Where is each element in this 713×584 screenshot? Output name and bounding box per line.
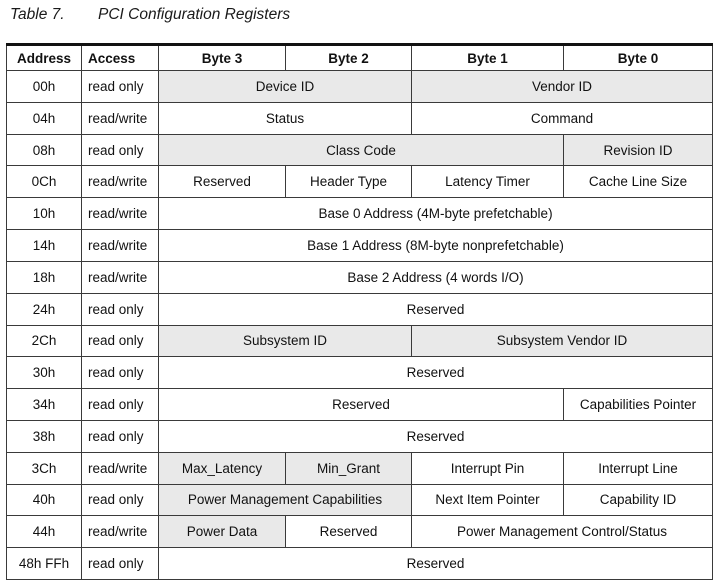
access-cell: read/write — [82, 516, 159, 548]
register-field-cell: Reserved — [159, 293, 713, 325]
address-cell: 08h — [7, 134, 82, 166]
header-byte-2: Byte 2 — [286, 45, 412, 71]
table-title: PCI Configuration Registers — [98, 6, 291, 23]
address-cell: 30h — [7, 357, 82, 389]
access-cell: read only — [82, 293, 159, 325]
register-field-cell: Reserved — [159, 357, 713, 389]
address-cell: 3Ch — [7, 452, 82, 484]
access-cell: read only — [82, 484, 159, 516]
register-field-cell: Header Type — [286, 166, 412, 198]
register-field-cell: Interrupt Line — [564, 452, 713, 484]
table-row — [7, 452, 713, 484]
register-field-cell: Next Item Pointer — [412, 484, 564, 516]
address-cell: 10h — [7, 198, 82, 230]
table-row — [7, 261, 713, 293]
header-byte-3: Byte 3 — [159, 45, 286, 71]
access-cell: read only — [82, 71, 159, 103]
register-field-cell: Reserved — [159, 389, 564, 421]
table-row — [7, 357, 713, 389]
register-field-cell: Cache Line Size — [564, 166, 713, 198]
table-row — [7, 71, 713, 103]
table-row — [7, 293, 713, 325]
register-field-cell: Command — [412, 102, 713, 134]
register-field-cell: Device ID — [159, 71, 412, 103]
address-cell: 38h — [7, 420, 82, 452]
header-byte-0: Byte 0 — [564, 45, 713, 71]
register-field-cell: Min_Grant — [286, 452, 412, 484]
address-cell: 00h — [7, 71, 82, 103]
access-cell: read/write — [82, 452, 159, 484]
table-row — [7, 230, 713, 262]
register-field-cell: Capability ID — [564, 484, 713, 516]
register-field-cell: Max_Latency — [159, 452, 286, 484]
table-row — [7, 389, 713, 421]
register-field-cell: Reserved — [286, 516, 412, 548]
table-row — [7, 198, 713, 230]
table-row — [7, 484, 713, 516]
header-address: Address — [7, 45, 82, 71]
address-cell: 24h — [7, 293, 82, 325]
register-field-cell: Interrupt Pin — [412, 452, 564, 484]
access-cell: read only — [82, 420, 159, 452]
table-caption — [10, 6, 290, 24]
register-field-cell: Subsystem Vendor ID — [412, 325, 713, 357]
table-row — [7, 548, 713, 580]
access-cell: read/write — [82, 166, 159, 198]
header-row — [7, 45, 713, 71]
pci-configuration-registers-table — [6, 43, 713, 580]
access-cell: read/write — [82, 198, 159, 230]
table-row — [7, 102, 713, 134]
address-cell: 48h FFh — [7, 548, 82, 580]
register-field-cell: Status — [159, 102, 412, 134]
header-access: Access — [82, 45, 159, 71]
table-row — [7, 420, 713, 452]
table-row — [7, 134, 713, 166]
register-field-cell: Base 2 Address (4 words I/O) — [159, 261, 713, 293]
register-field-cell: Vendor ID — [412, 71, 713, 103]
register-field-cell: Power Management Control/Status — [412, 516, 713, 548]
address-cell: 0Ch — [7, 166, 82, 198]
register-field-cell: Power Management Capabilities — [159, 484, 412, 516]
access-cell: read/write — [82, 230, 159, 262]
table-body — [7, 71, 713, 580]
register-field-cell: Revision ID — [564, 134, 713, 166]
register-field-cell: Base 1 Address (8M-byte nonprefetchable) — [159, 230, 713, 262]
access-cell: read only — [82, 548, 159, 580]
access-cell: read only — [82, 325, 159, 357]
register-field-cell: Base 0 Address (4M-byte prefetchable) — [159, 198, 713, 230]
header-byte-1: Byte 1 — [412, 45, 564, 71]
table-row — [7, 325, 713, 357]
access-cell: read/write — [82, 261, 159, 293]
table-row — [7, 516, 713, 548]
address-cell: 04h — [7, 102, 82, 134]
table-row — [7, 166, 713, 198]
address-cell: 40h — [7, 484, 82, 516]
table-number: Table 7. — [10, 6, 65, 23]
access-cell: read only — [82, 357, 159, 389]
address-cell: 2Ch — [7, 325, 82, 357]
address-cell: 44h — [7, 516, 82, 548]
register-field-cell: Subsystem ID — [159, 325, 412, 357]
register-field-cell: Power Data — [159, 516, 286, 548]
address-cell: 18h — [7, 261, 82, 293]
register-field-cell: Reserved — [159, 166, 286, 198]
address-cell: 34h — [7, 389, 82, 421]
access-cell: read only — [82, 134, 159, 166]
register-field-cell: Reserved — [159, 420, 713, 452]
access-cell: read/write — [82, 102, 159, 134]
access-cell: read only — [82, 389, 159, 421]
register-field-cell: Latency Timer — [412, 166, 564, 198]
register-field-cell: Capabilities Pointer — [564, 389, 713, 421]
address-cell: 14h — [7, 230, 82, 262]
register-field-cell: Reserved — [159, 548, 713, 580]
register-field-cell: Class Code — [159, 134, 564, 166]
